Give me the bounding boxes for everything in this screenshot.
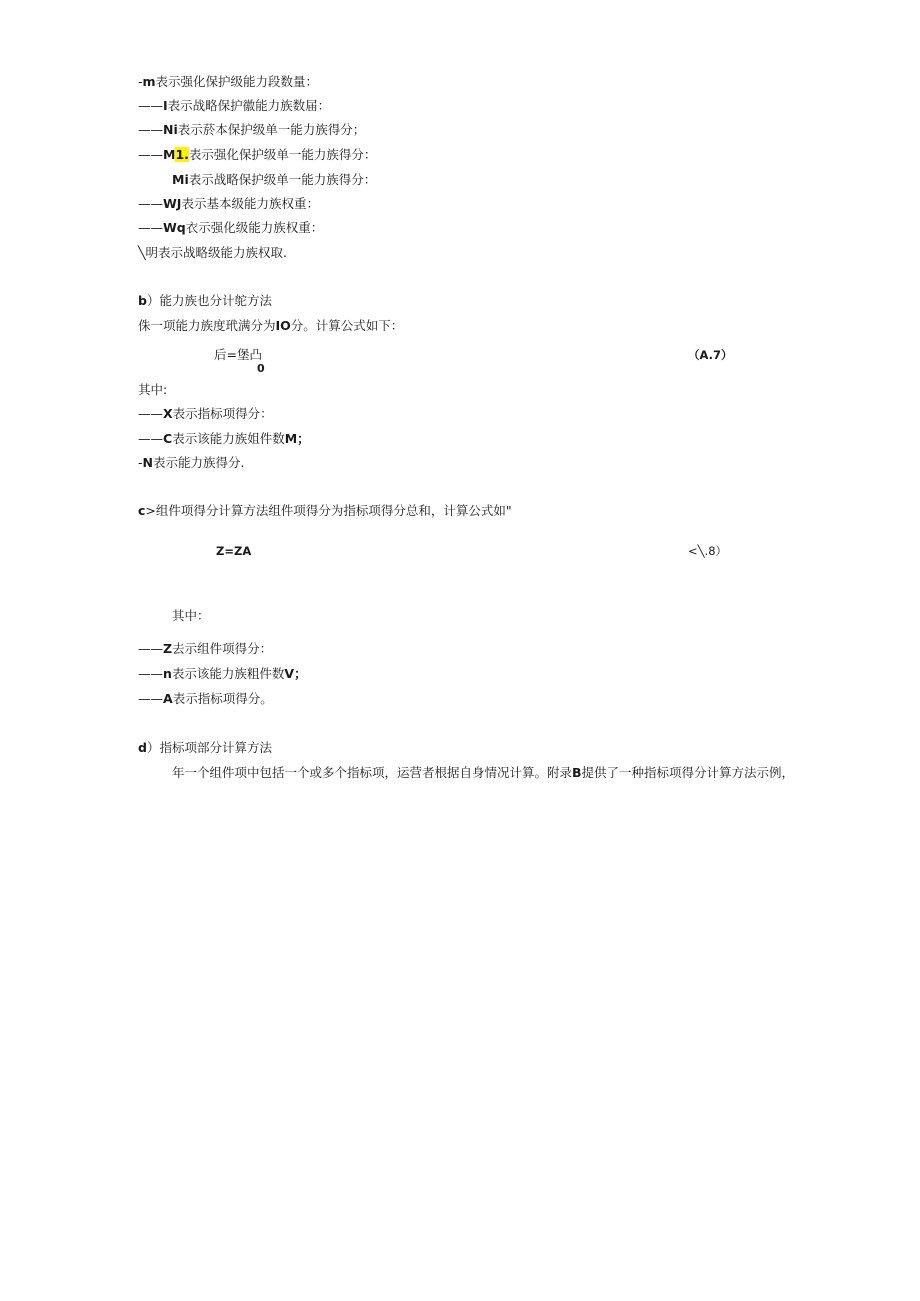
def-prefix: ——	[138, 122, 163, 137]
section-b-intro	[138, 318, 403, 334]
def-line	[138, 666, 307, 682]
section-c-heading	[138, 503, 512, 519]
def-symbol: Z	[163, 641, 173, 656]
def-line	[138, 245, 287, 261]
where-label: 其中:	[138, 382, 168, 397]
section-heading-text: ）指标项部分计算方法	[146, 740, 272, 755]
def-text: 表示能力族得分.	[152, 455, 245, 470]
def-symbol: A	[163, 691, 173, 706]
def-prefix: ——	[138, 666, 163, 681]
paragraph-bold: B	[572, 765, 582, 780]
def-text: 表示该能力族姐件数	[172, 431, 285, 446]
def-suffix: V；	[284, 666, 307, 681]
def-prefix: ——	[138, 406, 163, 421]
equation-number-a8: <╲.8）	[688, 544, 728, 558]
def-text: 表示指标项得分：	[172, 406, 273, 421]
def-symbol: m	[142, 74, 156, 89]
def-line	[138, 641, 272, 657]
def-prefix: -	[138, 455, 143, 470]
def-symbol: I	[163, 98, 168, 113]
def-line	[172, 172, 376, 188]
section-d-heading	[138, 740, 272, 756]
def-text: 表示强化保护级能力段数量：	[155, 74, 319, 89]
def-symbol: M	[163, 147, 176, 162]
section-label: b	[138, 293, 147, 308]
def-text: 表示基本级能力族权重：	[181, 196, 319, 211]
def-text: 表示菸本保护级单一能力族得分；	[177, 122, 366, 137]
def-line	[138, 74, 318, 90]
intro-bold: IO	[275, 318, 291, 333]
def-text: 表示指标项得分。	[172, 691, 273, 706]
def-text: 表示强化保护级单一能力族得分：	[188, 147, 377, 162]
paragraph-text: 年一个组件项中包括一个或多个指标项，运营者根据自身情况计算。附录	[172, 765, 573, 780]
def-prefix: ——	[138, 691, 163, 706]
def-line	[138, 691, 273, 707]
def-text: ╲明表示战略级能力族权取.	[138, 245, 287, 260]
where-label: 其中：	[172, 608, 210, 623]
def-line	[138, 406, 273, 422]
def-line	[138, 220, 323, 236]
def-symbol: Wq	[163, 220, 186, 235]
def-symbol: Mi	[172, 172, 189, 187]
def-prefix: ——	[138, 220, 163, 235]
def-prefix: ——	[138, 641, 163, 656]
def-line	[138, 431, 310, 447]
def-prefix: ——	[138, 98, 163, 113]
section-heading-text: ）能力族也分计鸵方法	[146, 293, 272, 308]
def-symbol: Ni	[163, 122, 178, 137]
def-text: 表示该能力族粗件数	[171, 666, 285, 681]
equation-a7-subscript: 0	[257, 362, 265, 375]
def-symbol: X	[163, 406, 173, 421]
def-text: 表示战略保护徽能力族数届：	[167, 98, 331, 113]
def-suffix: M；	[284, 431, 310, 446]
def-symbol: N	[142, 455, 153, 470]
def-line	[138, 122, 365, 138]
def-line	[138, 98, 330, 114]
def-text: 衣示强化级能力族权重：	[185, 220, 324, 235]
def-text: 去示组件项得分：	[172, 641, 273, 656]
def-prefix: ——	[138, 431, 163, 446]
highlighted-symbol: 1.	[175, 147, 189, 162]
def-text: 表示战略保护级单一能力族得分：	[188, 172, 377, 187]
def-prefix: ——	[138, 147, 163, 162]
def-symbol: C	[163, 431, 173, 446]
def-line	[138, 196, 319, 212]
section-label: c	[138, 503, 146, 518]
def-prefix: -	[138, 74, 143, 89]
section-b-heading	[138, 293, 272, 309]
equation-a8: Z=ZA	[216, 544, 252, 558]
def-line	[138, 147, 376, 163]
section-heading-text: >组件项得分计算方法组件项得分为指标项得分总和，计算公式如"	[145, 503, 512, 518]
def-symbol: WJ	[163, 196, 182, 211]
section-d-paragraph	[172, 765, 794, 781]
paragraph-text: 提供了一种指标项得分计算方法示例，	[581, 765, 795, 780]
equation-a7: 后=堡凸	[214, 347, 262, 362]
def-line	[138, 455, 244, 471]
def-symbol: n	[163, 666, 172, 681]
def-prefix: ——	[138, 196, 163, 211]
section-label: d	[138, 740, 147, 755]
intro-text: 分。计算公式如下：	[290, 318, 404, 333]
intro-text: 侏一项能力族度玳满分为	[138, 318, 276, 333]
equation-number-a7: （A.7）	[688, 348, 733, 362]
